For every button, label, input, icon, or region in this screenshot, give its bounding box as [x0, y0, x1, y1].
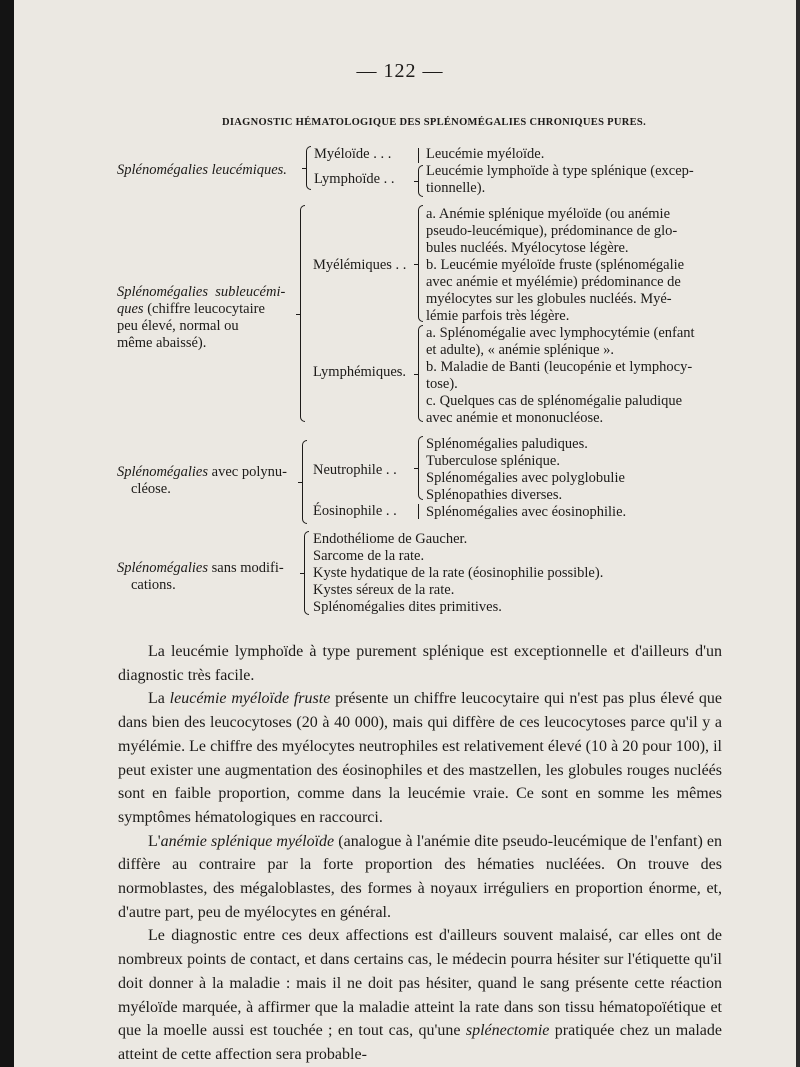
- g2-b1: b. Leucémie myéloïde fruste (splénomégalie: [426, 257, 685, 273]
- g2-label-2a: ques: [117, 301, 144, 317]
- g4-i2: Sarcome de la rate.: [313, 548, 425, 564]
- g2-brace-myel: [418, 205, 423, 322]
- p4-start: Le diagnostic entre ces deux affections est d'ailleurs souvent malaisé, car elles ont de nombreux points de contact, et dans certains cas, le médecin pourra hésiter sur l'étiquette qu'il doit donner à la maladie : mais il ne doit pas hésiter, quand le sang présente cette réaction myéloïde marquée, à affirmer que la maladie atteint la rate dans son tissu hématopoïétique et que la moelle aussi est touchée ; en tout cas, qu'une: [118, 927, 722, 1040]
- g2-label-4: même abaissé).: [117, 335, 207, 351]
- g1-label: Splénomégalies leucémiques.: [117, 162, 287, 178]
- paragraph-4: [118, 924, 722, 1066]
- g3-n2: Tuberculose splénique.: [426, 453, 560, 469]
- g2-b4: lémie parfois très légère.: [426, 308, 570, 324]
- g2-a1: a. Anémie splénique myéloïde (ou anémie: [426, 206, 671, 222]
- g2-brace-lymph: [418, 325, 423, 422]
- g1-myeloide: Myéloïde . . .: [314, 146, 392, 162]
- p3-rest: (analogue à l'anémie dite pseudo-leucémique de l'enfant) en diffère au contraire par la forte proportion des hématies nucléées. On trouve des normoblastes, des mégaloblastes, des formes à noyaux irréguliers en proportion énorme, et, d'autre part, peu de myélocytes en général.: [118, 832, 722, 921]
- g3-brace-neut: [418, 436, 423, 500]
- g1-bar: [418, 148, 419, 163]
- p4-rest: pratiquée chez un malade atteint de cette affection sera probable-: [118, 1022, 722, 1063]
- p3-italic: anémie splénique myéloïde: [160, 832, 335, 850]
- scan-edge-left: [0, 0, 14, 1067]
- g2-myelemiques: Myélémiques . .: [313, 257, 407, 273]
- g2-b2: avec anémie et myélémie) prédominance de: [426, 274, 681, 290]
- p2-rest: présente un chiffre leucocytaire qui n'est pas plus élevé que dans bien des leucocytoses (20 à 40 000), mais qui diffère de ces leucocytoses parce qu'il y a myélémie. Le chiffre des myélocytes neutrophiles est relativement élevé (10 à 20 pour 100), il peut exister une augmentation des éosinophiles et des mastzellen, les globules rouges nucléés sont en faible proportion, comme dans la leucémie vraie. Ce sont en somme les mêmes symptômes hématologiques en raccourci.: [118, 690, 723, 826]
- g3-n1: Splénomégalies paludiques.: [426, 436, 588, 452]
- g1-d2b: tionnelle).: [426, 180, 486, 196]
- g4-i5: Splénomégalies dites primitives.: [313, 599, 502, 615]
- paragraph-2: [118, 687, 722, 829]
- paragraph-1: La leucémie lymphoïde à type purement splénique est exceptionnelle et d'ailleurs d'un diagnostic très facile.: [118, 643, 722, 684]
- g4-label-1a: Splénomégalies: [117, 560, 209, 576]
- g4-label-2: cations.: [131, 577, 176, 593]
- g3-neutrophile: Neutrophile . .: [313, 462, 397, 478]
- scan-edge-right: [796, 0, 800, 1067]
- g2-la2: et adulte), « anémie splénique ».: [426, 342, 615, 358]
- g4-brace: [304, 531, 309, 615]
- g2-lc1: c. Quelques cas de splénomégalie paludique: [426, 393, 683, 409]
- g1-d1: Leucémie myéloïde.: [426, 146, 545, 162]
- g2-label-1: [117, 284, 285, 301]
- page-number: — 122 —: [356, 60, 444, 82]
- p2-italic: leucémie myéloïde fruste: [169, 690, 331, 708]
- g3-label-1a: Splénomégalies: [117, 464, 209, 480]
- g2-label-2: [117, 301, 265, 318]
- g2-lb1: b. Maladie de Banti (leucopénie et lymphocy-: [426, 359, 693, 375]
- g4-label-1: [117, 560, 284, 577]
- g4-i1: Endothéliome de Gaucher.: [313, 531, 468, 547]
- g3-label-1: [117, 464, 287, 481]
- g2-label-1a: Splénomégalies: [117, 284, 209, 300]
- body-text: [118, 640, 722, 1067]
- g4-label-1b: sans modifi-: [211, 560, 284, 576]
- g2-lymphemiques: Lymphémiques.: [313, 364, 407, 380]
- g4-i3: Kyste hydatique de la rate (éosinophilie possible).: [313, 565, 604, 581]
- g2-la1: a. Splénomégalie avec lymphocytémie (enfant: [426, 325, 695, 341]
- g2-label-3: peu élevé, normal ou: [117, 318, 239, 334]
- p3-start: L': [148, 832, 161, 850]
- g2-a3: bules nucléés. Myélocytose légère.: [426, 240, 629, 256]
- paragraph-3: [118, 830, 722, 925]
- g3-label-2: cléose.: [131, 481, 171, 497]
- g2-a2: pseudo-leucémique), prédominance de glo-: [426, 223, 678, 239]
- table-title: DIAGNOSTIC HÉMATOLOGIQUE DES SPLÉNOMÉGALIES CHRONIQUES PURES.: [222, 117, 646, 128]
- g3-bar-eos: [418, 504, 419, 519]
- g3-n3: Splénomégalies avec polyglobulie: [426, 470, 625, 486]
- g2-lb2: tose).: [426, 376, 458, 392]
- g2-lc2: avec anémie et mononucléose.: [426, 410, 604, 426]
- p4-italic: splénectomie: [465, 1022, 550, 1040]
- g2-b3: myélocytes sur les globules nucléés. Myé-: [426, 291, 672, 307]
- g4-i4: Kystes séreux de la rate.: [313, 582, 455, 598]
- g2-label-1b: subleucémi-: [215, 284, 286, 300]
- g1-brace: [306, 146, 311, 190]
- g2-label-2b: (chiffre leucocytaire: [147, 301, 265, 317]
- g1-brace-small: [418, 165, 423, 197]
- g1-lymphoide: Lymphoïde . .: [314, 171, 395, 187]
- g1-d2a: Leucémie lymphoïde à type splénique (excep-: [426, 163, 694, 179]
- g2-brace: [300, 205, 305, 422]
- g3-brace: [302, 440, 307, 524]
- g3-n4: Splénopathies diverses.: [426, 487, 563, 503]
- g3-eosinophile: Éosinophile . .: [313, 503, 397, 519]
- g3-label-1b: avec polynu-: [211, 464, 287, 480]
- g3-e1: Splénomégalies avec éosinophilie.: [426, 504, 627, 520]
- p2-start: La: [148, 690, 170, 708]
